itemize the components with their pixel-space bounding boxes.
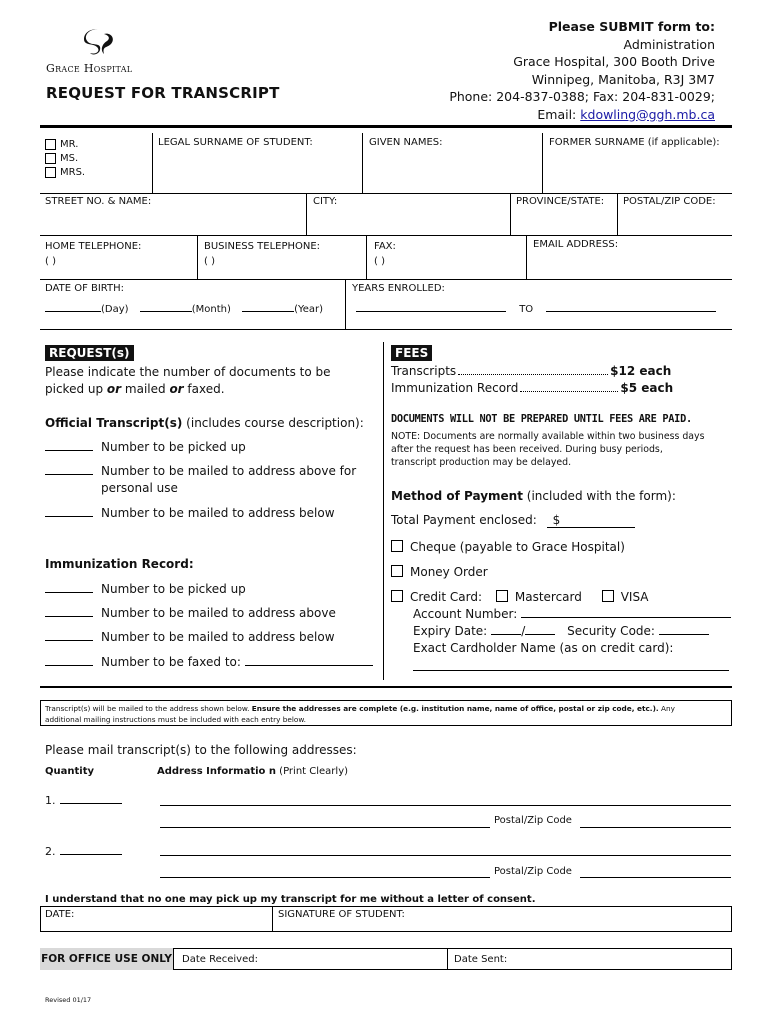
page-title: REQUEST FOR TRANSCRIPT: [46, 84, 280, 102]
quantity-label: Quantity: [45, 766, 94, 777]
consent-statement: I understand that no one may pick up my transcript for me without a letter of consent.: [45, 894, 536, 905]
entry-1-postal-line[interactable]: [580, 827, 731, 828]
home-phone-field[interactable]: HOME TELEPHONE: ( ): [45, 241, 142, 267]
entry-1-address-line2[interactable]: [160, 827, 490, 828]
entry-2-quantity[interactable]: 2.: [45, 845, 122, 858]
column-divider: [383, 342, 384, 680]
immunization-item[interactable]: Number to be faxed to:: [45, 655, 373, 669]
checkbox-icon[interactable]: [391, 565, 403, 577]
checkbox-icon[interactable]: [391, 590, 403, 602]
entry-1-quantity[interactable]: 1.: [45, 794, 122, 807]
payment-heading: Method of Payment (included with the form):: [391, 489, 676, 503]
fax-field[interactable]: FAX: ( ): [374, 241, 396, 267]
official-item-continued: personal use: [101, 481, 178, 495]
signature-field[interactable]: SIGNATURE OF STUDENT:: [278, 909, 405, 920]
business-phone-field[interactable]: BUSINESS TELEPHONE: ( ): [204, 241, 321, 267]
address-line: Grace Hospital, 300 Booth Drive: [513, 54, 715, 69]
request-heading: REQUEST(s): [45, 346, 134, 360]
total-payment-field[interactable]: Total Payment enclosed: $: [391, 513, 635, 528]
cardholder-label: Exact Cardholder Name (as on credit card):: [413, 641, 674, 655]
submit-block: [449, 18, 715, 123]
fees-heading: FEES: [391, 346, 432, 360]
date-sent-field[interactable]: Date Sent:: [454, 954, 508, 965]
fees-note: NOTE: Documents are normally available within two business days after the request has been received. During busy periods, transcript production may be delayed.: [391, 431, 705, 468]
former-surname-field[interactable]: FORMER SURNAME (if applicable):: [549, 137, 720, 148]
logo-text: Grace Hospital: [46, 62, 133, 75]
consent-date-field[interactable]: DATE:: [45, 909, 75, 920]
email-link[interactable]: kdowling@ggh.mb.ca: [580, 106, 715, 122]
official-transcript-heading: Official Transcript(s) (includes course description):: [45, 416, 364, 430]
entry-1-address-line[interactable]: [160, 805, 731, 806]
checkbox-icon[interactable]: [45, 139, 56, 150]
fee-transcripts: Transcripts $12 each: [391, 364, 672, 378]
checkbox-icon[interactable]: [45, 167, 56, 178]
fee-immunization: Immunization Record $5 each: [391, 381, 674, 395]
city-field[interactable]: CITY:: [313, 196, 338, 207]
surname-field[interactable]: LEGAL SURNAME OF STUDENT:: [158, 137, 313, 148]
checkbox-icon[interactable]: [602, 590, 614, 602]
payment-money-order[interactable]: Money Order: [391, 565, 488, 579]
title-mr[interactable]: MR.: [45, 138, 85, 152]
checkbox-icon[interactable]: [496, 590, 508, 602]
immunization-item[interactable]: Number to be mailed to address above: [45, 606, 336, 620]
years-enrolled-label: YEARS ENROLLED:: [352, 283, 445, 294]
address-label: Address Informatio n (Print Clearly): [157, 766, 349, 777]
submit-heading: Please SUBMIT form to:: [548, 19, 715, 34]
given-names-field[interactable]: GIVEN NAMES:: [369, 137, 443, 148]
payment-credit-card[interactable]: Credit Card: Mastercard VISA: [391, 590, 649, 604]
immunization-item[interactable]: Number to be mailed to address below: [45, 630, 335, 644]
address-line: Administration: [623, 36, 715, 52]
expiry-security-field[interactable]: Expiry Date: / Security Code:: [413, 624, 709, 638]
request-intro: Please indicate the number of documents to be picked up or mailed or faxed.: [45, 365, 331, 396]
title-options: [45, 138, 85, 180]
official-item[interactable]: Number to be picked up: [45, 440, 246, 454]
email-line: [449, 106, 715, 124]
header-rule: [40, 125, 732, 128]
fees-warning: DOCUMENTS WILL NOT BE PREPARED UNTIL FEES ARE PAID.: [391, 413, 692, 425]
date-received-field[interactable]: Date Received:: [182, 954, 258, 965]
entry-2-postal-label: Postal/Zip Code: [494, 866, 572, 877]
dob-label: DATE OF BIRTH:: [45, 283, 125, 294]
email-address-field[interactable]: EMAIL ADDRESS:: [533, 239, 619, 250]
immunization-heading: Immunization Record:: [45, 557, 194, 571]
checkbox-icon[interactable]: [391, 540, 403, 552]
cardholder-line[interactable]: [413, 670, 729, 671]
account-number-field[interactable]: Account Number:: [413, 607, 731, 621]
grace-hospital-logo-icon: [46, 26, 166, 58]
address-line: Winnipeg, Manitoba, R3J 3M7: [531, 71, 715, 87]
email-label: Email:: [537, 106, 577, 122]
official-item[interactable]: Number to be mailed to address below: [45, 506, 335, 520]
title-mrs[interactable]: MRS.: [45, 166, 85, 180]
office-use-label: FOR OFFICE USE ONLY: [40, 948, 174, 970]
dob-field[interactable]: (Day) (Month) (Year): [45, 304, 323, 315]
postal-field[interactable]: POSTAL/ZIP CODE:: [623, 196, 716, 207]
logo: [46, 26, 166, 76]
checkbox-icon[interactable]: [45, 153, 56, 164]
years-enrolled-field[interactable]: TO: [356, 304, 716, 315]
entry-2-postal-line[interactable]: [580, 877, 731, 878]
street-field[interactable]: STREET NO. & NAME:: [45, 196, 152, 207]
payment-cheque[interactable]: Cheque (payable to Grace Hospital): [391, 540, 625, 554]
title-ms[interactable]: MS.: [45, 152, 85, 166]
revision-note: Revised 01/17: [45, 996, 92, 1004]
entry-1-postal-label: Postal/Zip Code: [494, 815, 572, 826]
immunization-item[interactable]: Number to be picked up: [45, 582, 246, 596]
province-field[interactable]: PROVINCE/STATE:: [516, 196, 605, 207]
entry-2-address-line[interactable]: [160, 855, 731, 856]
address-line: Phone: 204-837-0388; Fax: 204-831-0029;: [449, 89, 715, 104]
official-item[interactable]: Number to be mailed to address above for: [45, 464, 356, 478]
mail-heading: Please mail transcript(s) to the following addresses:: [45, 743, 357, 757]
mail-notice: Transcript(s) will be mailed to the address shown below. Ensure the addresses are complete (e.g. institution name, name of office, postal or zip code, etc.). Any additional mailing instructions must be included with each entry below.: [45, 704, 675, 724]
entry-2-address-line2[interactable]: [160, 877, 490, 878]
